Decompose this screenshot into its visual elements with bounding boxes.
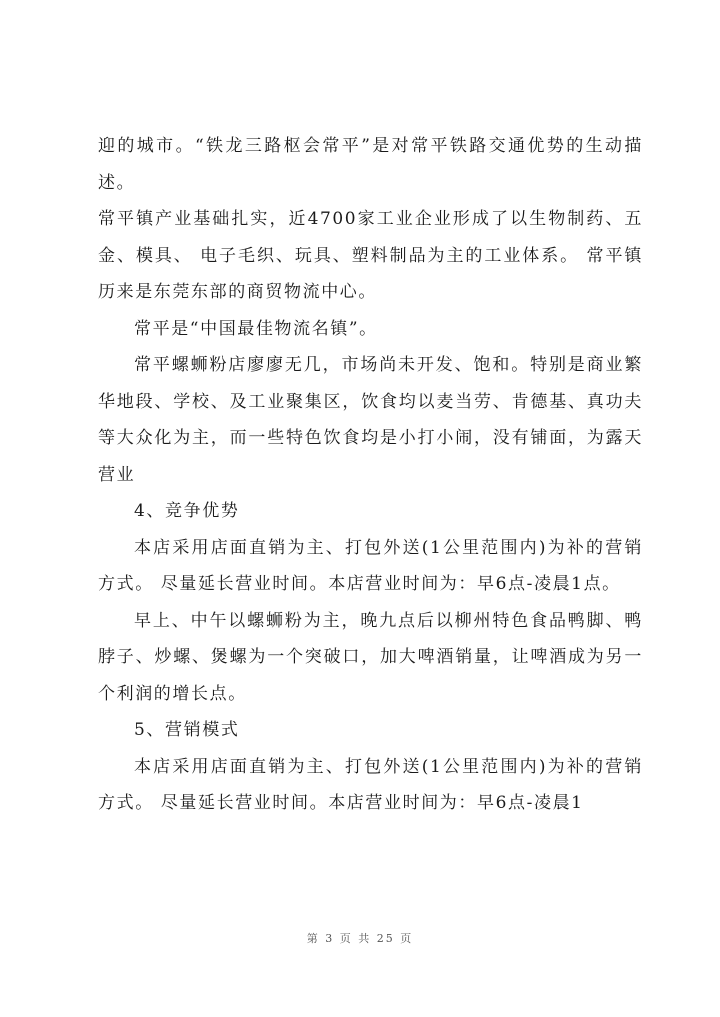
section-heading-marketing-model: 5、营销模式 bbox=[134, 720, 240, 740]
paragraph-3: 常平是“中国最佳物流名镇”。 bbox=[134, 318, 378, 339]
paragraph-6: 本店采用店面直销为主、打包外送(1公里范围内)为补的营销方式。 尽量延长营业时间。本店营业时间为：早6点-凌晨1点。 bbox=[98, 537, 643, 594]
section-heading-competitive-advantage: 4、竞争优势 bbox=[134, 501, 240, 521]
paragraph-9: 本店采用店面直销为主、打包外送(1公里范围内)为补的营销方式。 尽量延长营业时间。本店营业时间为：早6点-凌晨1 bbox=[98, 756, 643, 813]
page-footer: 第 3 页 共 25 页 bbox=[306, 932, 414, 945]
paragraph-2: 常平镇产业基础扎实，近4700家工业企业形成了以生物制药、五金、模具、 电子毛织、玩具、塑料制品为主的工业体系。 常平镇历来是东莞东部的商贸物流中心。 bbox=[98, 209, 643, 302]
paragraph-7: 早上、中午以螺蛳粉为主，晚九点后以柳州特色食品鸭脚、鸭脖子、炒螺、煲螺为一个突破口，加大啤酒销量，让啤酒成为另一个利润的增长点。 bbox=[98, 610, 643, 704]
paragraph-1: 迎的城市。“铁龙三路枢会常平”是对常平铁路交通优势的生动描述。 bbox=[98, 136, 643, 193]
page-body bbox=[98, 128, 643, 822]
paragraph-4: 常平螺蛳粉店廖廖无几，市场尚未开发、饱和。特别是商业繁华地段、学校、及工业聚集区，饮食均以麦当劳、肯德基、真功夫等大众化为主，而一些特色饮食均是小打小闹，没有铺面，为露天营业 bbox=[98, 355, 643, 485]
